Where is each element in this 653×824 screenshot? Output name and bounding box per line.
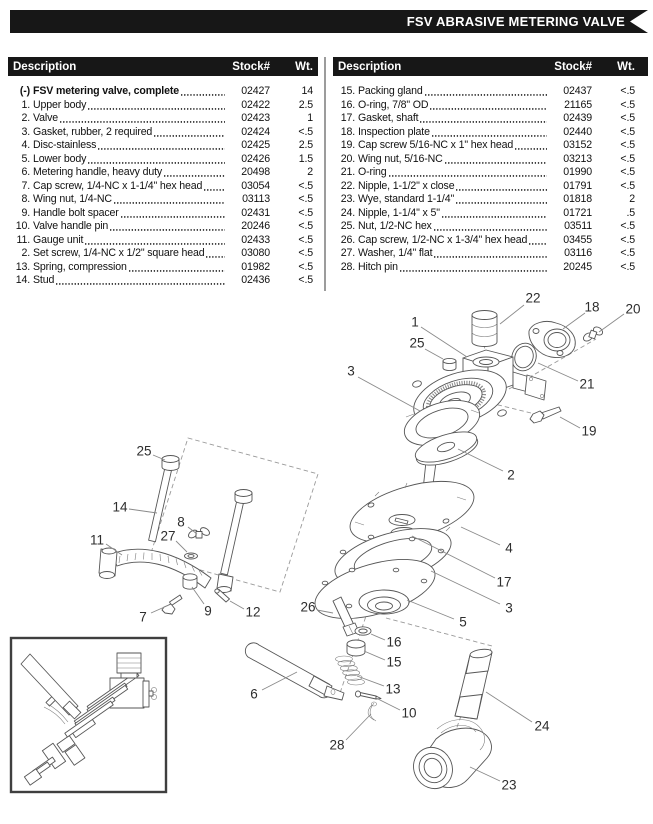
row-description: Valve [33,112,58,124]
callout-leader [563,313,585,329]
callout-leader [129,509,157,513]
row-description: Cap screw 5/16-NC x 1" hex head [358,139,514,151]
row-number: 10. [15,220,30,232]
row-weight: 2.5 [298,139,313,151]
stud-second [217,490,252,593]
dot-leader [60,112,225,126]
callout-label: 25 [409,335,425,351]
row-weight: 2 [629,193,635,205]
row-number: 5. [21,152,30,165]
row-weight: 1 [307,112,313,124]
row-number: 22. [340,179,355,192]
table-rows [333,76,648,274]
callout-leader [176,541,187,552]
callout-label: 14 [112,499,128,515]
callout-label: 18 [584,299,600,315]
table-row [333,153,648,167]
row-stock: 03113 [242,193,270,205]
part-27-washer [185,553,198,559]
row-stock: 01982 [241,260,270,273]
table-divider [324,57,326,291]
part-28-hitch-pin [368,702,376,721]
row-number: 7. [21,179,30,192]
callout-leader [407,600,454,619]
row-stock: 02440 [563,125,592,138]
table-row [333,180,648,194]
row-number: 11. [16,233,30,246]
dot-leader [442,207,547,221]
part-7-cap-screw [162,595,182,614]
row-number: 1. [21,98,30,111]
row-description: O-ring, 7/8" OD [358,98,429,111]
dot-leader [400,261,547,275]
table-row [8,207,318,221]
row-weight: <.5 [298,179,313,192]
callout-leader [371,634,385,640]
col-stock: Stock# [232,60,270,73]
row-stock: 03455 [563,233,592,246]
row-description: Wing nut, 5/16-NC [358,152,443,165]
callout-leader [192,587,204,604]
part-16-o-ring [355,627,371,635]
dot-leader [389,166,547,180]
row-stock: 03213 [563,152,592,165]
dot-leader [121,207,225,221]
row-description: Nipple, 1-1/4" x 5" [358,206,440,219]
row-stock: 02436 [241,274,270,286]
callout-leader [560,417,580,428]
dot-leader [98,139,225,153]
row-description: Washer, 1/4" flat [358,247,433,259]
row-weight: <.5 [620,260,635,273]
row-description: Packing gland [358,85,423,97]
table-row [333,139,648,153]
dot-leader [204,180,225,194]
dot-leader [515,139,547,153]
callout-label: 26 [300,599,316,615]
dot-leader [456,193,547,207]
row-stock: 01721 [563,206,592,219]
row-description: Cap screw, 1/2-NC x 1-3/4" hex head [358,233,528,246]
row-weight: 2 [307,166,313,178]
row-number: 16. [340,98,355,111]
part-22-strainer [472,311,497,347]
row-description: Spring, compression [33,260,127,273]
callout-label: 27 [160,528,176,544]
table-row [8,180,318,194]
table-row [333,261,648,275]
row-weight: <.5 [298,220,313,232]
row-weight: 2.5 [298,98,313,111]
row-description: O-ring [358,166,387,178]
row-description: Metering handle, heavy duty [33,166,163,178]
table-row [8,193,318,207]
callout-label: 6 [250,686,258,702]
callout-label: 24 [534,718,550,734]
table-row [333,193,648,207]
row-description: Cap screw, 1/4-NC x 1-1/4" hex head [33,179,203,192]
table-row [333,99,648,113]
callout-label: 17 [496,574,512,590]
row-number: 9. [21,206,30,219]
row-weight: <.5 [298,247,313,259]
dot-leader [88,153,225,167]
table-row [8,261,318,275]
row-weight: <.5 [620,233,635,246]
row-description: Disc-stainless [33,139,97,151]
row-stock: 02437 [563,85,592,97]
part-19-cap-screw [530,407,561,423]
dot-leader [85,234,225,248]
callout-label: 7 [139,609,147,625]
part-25-nut-left [162,456,179,471]
table-row [333,234,648,248]
row-number: 28. [340,260,355,273]
row-description: Nut, 1/2-NC hex [358,220,432,232]
row-weight: <.5 [298,125,313,138]
row-number: 8. [21,193,30,205]
dot-leader [445,153,547,167]
dot-leader [432,126,547,140]
row-description: Lower body [33,152,87,165]
callout-label: 19 [581,423,597,439]
row-number: 20. [340,152,355,165]
row-stock: 02439 [563,112,592,124]
dot-leader [110,220,225,234]
table-row [333,220,648,234]
row-weight: <.5 [620,220,635,232]
row-number: 14. [15,274,30,286]
parts-table-right [333,57,648,274]
row-stock: 03152 [563,139,592,151]
callout-leader [486,692,532,722]
callout-leader [599,314,624,332]
callout-label: 20 [625,301,641,317]
dot-leader [456,180,547,194]
row-weight: <.5 [620,125,635,138]
row-weight: <.5 [298,233,313,246]
callout-label: 13 [385,681,401,697]
row-weight: <.5 [620,179,635,192]
row-description: Gasket, shaft [358,112,419,124]
row-description: Nipple, 1-1/2" x close [358,179,455,192]
dot-leader [425,85,547,99]
callout-label: 21 [579,376,595,392]
callout-label: 15 [386,654,402,670]
row-weight: <.5 [298,193,313,205]
row-stock: 01791 [563,179,592,192]
callout-label: 28 [329,737,345,753]
row-weight: 14 [301,85,313,97]
callout-leader [230,601,244,609]
callout-label: 12 [245,604,261,620]
part-13-spring [336,656,365,685]
dot-leader [129,261,225,275]
table-row [8,126,318,140]
row-stock: 01990 [563,166,592,178]
row-stock: 01818 [563,193,592,205]
table-row [8,166,318,180]
row-description: Wye, standard 1-1/4" [358,193,455,205]
dot-leader [434,220,547,234]
row-description: Set screw, 1/4-NC x 1/2" square head [33,247,205,259]
row-number: 21. [340,166,355,178]
callout-label: 1 [411,314,419,330]
table-row [8,153,318,167]
page-title: FSV ABRASIVE METERING VALVE [406,14,625,29]
callout-label: 3 [347,363,355,379]
row-weight: <.5 [620,98,635,111]
part-10-handle-pin [355,691,381,699]
table-row [333,247,648,261]
callout-label: 3 [505,600,513,616]
row-weight: <.5 [620,139,635,151]
callout-label: 5 [459,614,467,630]
callout-leader [431,571,500,604]
row-description: FSV metering valve, complete [33,85,179,97]
table-row [8,247,318,261]
row-number: 6. [21,166,30,178]
row-number: 4. [21,139,30,151]
row-description: Upper body [33,98,87,111]
callout-leader [346,714,371,740]
table-row [333,126,648,140]
dot-leader [56,274,225,288]
dot-leader [114,193,225,207]
col-description: Description [338,60,402,73]
callout-leader [358,377,420,411]
row-number: 2. [21,112,30,124]
table-header [8,57,318,76]
row-stock: 21165 [564,98,592,111]
row-weight: <.5 [620,166,635,178]
callout-label: 25 [136,443,152,459]
row-description: Handle bolt spacer [33,206,119,219]
row-weight: <.5 [298,274,313,286]
row-number: 24. [340,206,355,219]
row-number: 3. [21,125,30,138]
part-6-metering-handle [245,643,344,700]
callout-leader [458,449,503,471]
row-weight: <.5 [620,152,635,165]
row-weight: <.5 [620,85,635,97]
row-stock: 02422 [241,98,270,111]
table-row [8,85,318,99]
row-weight: <.5 [298,260,313,273]
dot-leader [154,126,225,140]
row-number: 26. [340,233,355,246]
table-row [333,112,648,126]
callout-leader [378,699,400,710]
callout-label: 9 [204,603,212,619]
table-row [8,234,318,248]
row-stock: 02425 [241,139,270,151]
row-stock: 02426 [241,152,270,165]
row-description: Wing nut, 1/4-NC [33,193,112,205]
assembled-valve-inset [11,638,166,792]
table-row [333,207,648,221]
row-description: Inspection plate [358,125,430,138]
row-number: 2. [21,247,30,259]
part-8-wing-nut [187,526,211,539]
callout-leader [500,305,524,324]
table-row [8,139,318,153]
table-row [333,166,648,180]
col-stock: Stock# [554,60,592,73]
row-stock: 03116 [564,247,592,259]
row-stock: 03080 [241,247,270,259]
callout-label: 22 [525,290,541,306]
row-stock: 20245 [563,260,592,273]
callout-label: 8 [177,514,185,530]
row-description: Gasket, rubber, 2 required [33,125,153,138]
row-stock: 02431 [241,206,270,219]
row-stock: 02433 [241,233,270,246]
row-stock: 03511 [564,220,592,232]
row-number: 15. [340,85,355,97]
dot-leader [181,85,225,99]
table-row [8,220,318,234]
table-rows [8,76,318,288]
part-25-nut-upper [443,358,456,370]
row-number: 23. [340,193,355,205]
table-row [8,274,318,288]
callout-label: 2 [507,467,515,483]
row-number: 27. [340,247,355,259]
row-number: 19. [340,139,355,151]
row-stock: 03054 [241,179,270,192]
callout-label: 4 [505,540,513,556]
dot-leader [430,99,547,113]
row-number: (-) [19,85,30,97]
callout-leader [470,767,500,781]
part-24-nipple [455,648,492,719]
table-row [8,99,318,113]
col-weight: Wt. [295,60,313,73]
row-stock: 02424 [241,125,270,138]
callout-leader [364,651,385,660]
row-description: Gauge unit [33,233,84,246]
callout-leader [421,327,467,357]
row-stock: 02423 [241,112,270,124]
col-weight: Wt. [617,60,635,73]
dot-leader [434,247,547,261]
dot-leader [420,112,547,126]
callout-label: 23 [501,777,517,793]
row-weight: <.5 [298,206,313,219]
part-15-packing-gland [347,640,365,656]
callout-leader [461,527,500,545]
row-number: 18. [340,125,355,138]
row-description: Stud [33,274,55,286]
table-row [8,112,318,126]
col-description: Description [13,60,77,73]
dot-leader [206,247,225,261]
table-header [333,57,648,76]
dot-leader [88,99,225,113]
row-number: 13. [15,260,30,273]
row-weight: <.5 [620,112,635,124]
row-weight: <.5 [620,247,635,259]
dot-leader [164,166,225,180]
callout-leader [425,349,443,359]
row-weight: 1.5 [298,152,313,165]
row-number: 25. [340,220,355,232]
row-stock: 20498 [241,166,270,178]
row-weight: .5 [626,206,635,219]
callout-leader [538,363,578,381]
part-23-wye [406,720,491,796]
part-9-spacer [183,574,197,589]
part-20-wing-nut [582,325,604,342]
dot-leader [529,234,547,248]
row-description: Valve handle pin [33,220,109,232]
table-row [333,85,648,99]
row-description: Hitch pin [358,260,398,273]
callout-label: 10 [401,705,417,721]
parts-table-left [8,57,318,288]
row-stock: 02427 [241,85,270,97]
row-number: 17. [340,112,355,124]
row-stock: 20246 [241,220,270,232]
callout-label: 16 [386,634,402,650]
callout-label: 11 [89,532,105,548]
